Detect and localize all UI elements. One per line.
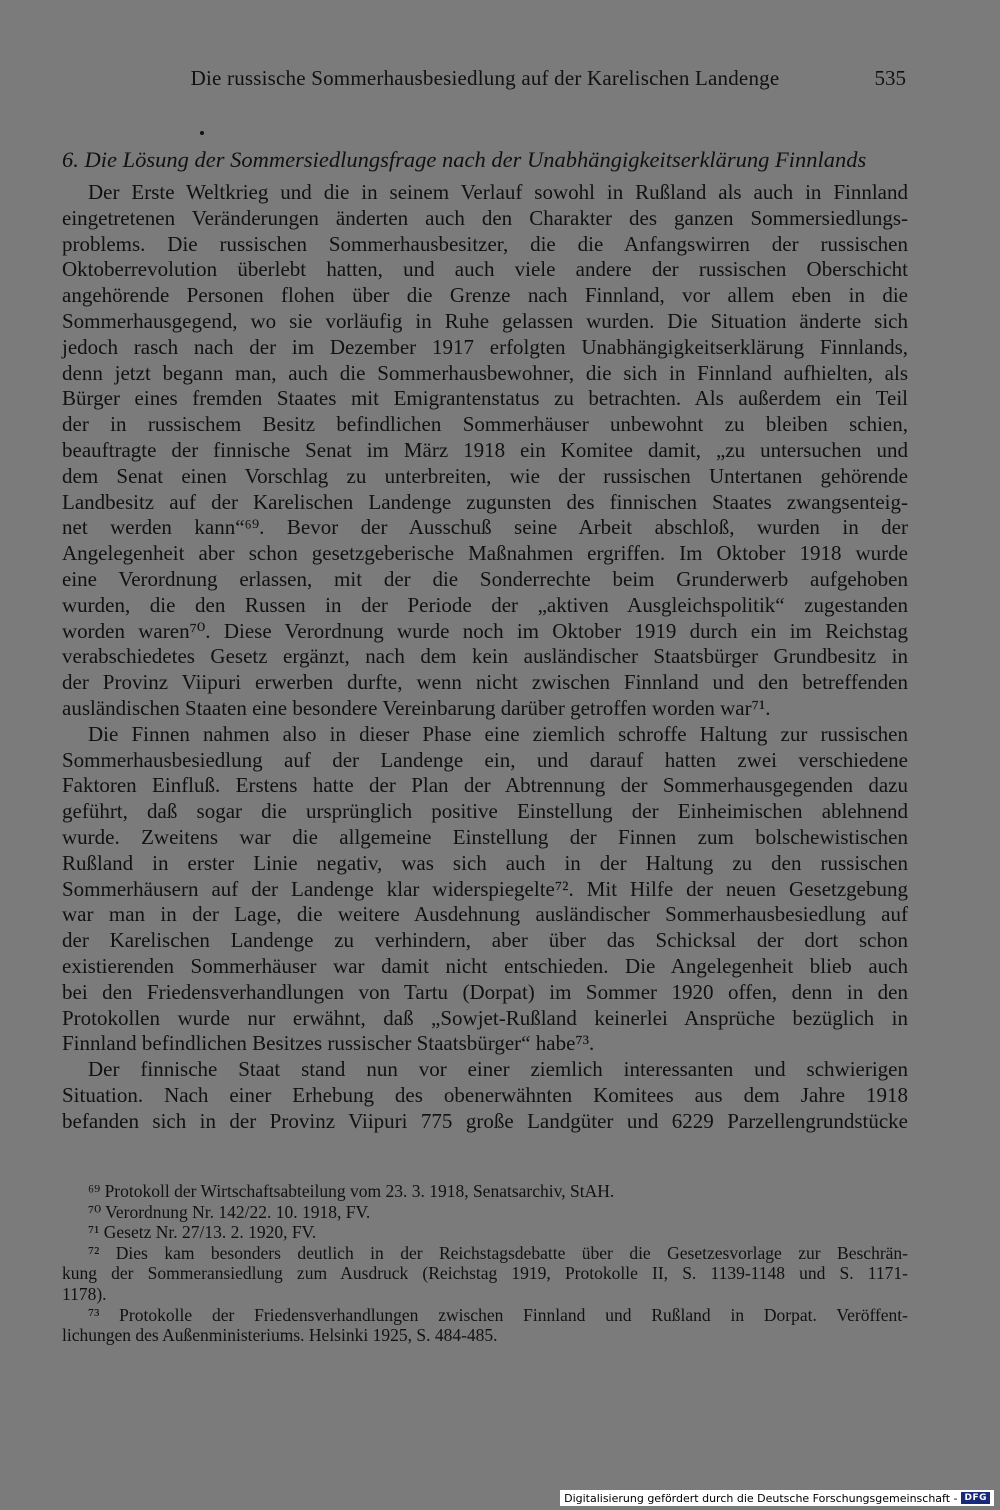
- body-line: Finnland befindlichen Besitzes russischer Staatsbürger“ habe⁷³.: [62, 1031, 595, 1056]
- body-line: existierenden Sommerhäuser war damit nicht entschieden. Die Angelegenheit blieb auch: [62, 953, 908, 978]
- body-line: beauftragte der finnische Senat im März 1918 ein Komitee damit, „zu untersuchen und: [62, 437, 908, 462]
- body-line: problems. Die russischen Sommerhausbesitzer, die die Anfangswirren der russischen: [62, 231, 908, 256]
- body-text: [62, 180, 908, 1134]
- body-line: Rußland in erster Linie negativ, was sich auch in der Haltung zu den russischen: [62, 850, 908, 875]
- body-line: befanden sich in der Provinz Viipuri 775 große Landgüter und 6229 Parzellengrundstücke: [62, 1108, 908, 1133]
- body-line: Sommerhausbesiedlung auf der Landenge ein, und darauf hatten zwei verschiedene: [62, 747, 908, 772]
- footnote-line: ⁷³ Protokolle der Friedensverhandlungen zwischen Finnland und Rußland in Dorpat. Veröffent-: [88, 1304, 908, 1325]
- dfg-logo: DFG: [961, 1492, 990, 1504]
- running-title: Die russische Sommerhausbesiedlung auf der Karelischen Landenge: [190, 66, 780, 90]
- footnote-line: ⁷² Dies kam besonders deutlich in der Reichstagsdebatte über die Gesetzesvorlage zur Beschrän-: [88, 1242, 908, 1263]
- body-line: der Provinz Viipuri erwerben durfte, wenn nicht zwischen Finnland und den betreffenden: [62, 670, 908, 695]
- body-line: verabschiedetes Gesetz ergänzt, nach dem kein ausländischer Staatsbürger Grundbesitz in: [62, 644, 908, 669]
- section-heading: 6. Die Lösung der Sommersiedlungsfrage nach der Unabhängigkeitserklärung Finnlands: [62, 147, 867, 172]
- body-line: der Karelischen Landenge zu verhindern, aber über das Schicksal der dort schon: [62, 928, 908, 953]
- body-line: Landbesitz auf der Karelischen Landenge zugunsten des finnischen Staates zwangsenteig-: [62, 489, 908, 514]
- body-line: Die Finnen nahmen also in dieser Phase eine ziemlich schroffe Haltung zur russischen: [88, 721, 908, 746]
- body-line: Sommerhäusern auf der Landenge klar widerspiegelte⁷². Mit Hilfe der neuen Gesetzgebung: [62, 876, 908, 901]
- body-line: Sommerhausgegend, wo sie vorläufig in Ruhe gelassen wurden. Die Situation änderte sich: [62, 308, 908, 333]
- body-line: eingetretenen Veränderungen änderten auch den Charakter des ganzen Sommersiedlungs-: [62, 205, 908, 230]
- body-line: Faktoren Einfluß. Erstens hatte der Plan der Abtrennung der Sommerhausgegenden dazu: [62, 773, 908, 798]
- credit-text: Digitalisierung gefördert durch die Deutsche Forschungsgemeinschaft -: [564, 1491, 958, 1505]
- footnotes: [62, 1181, 908, 1346]
- body-line: der in russischem Besitz befindlichen Sommerhäuser unbewohnt zu bleiben schien,: [62, 412, 908, 437]
- body-line: Der Erste Weltkrieg und die in seinem Verlauf sowohl in Rußland als auch in Finnland: [88, 180, 908, 204]
- body-line: ausländischen Staaten eine besondere Vereinbarung darüber getroffen worden war⁷¹.: [62, 695, 771, 720]
- footnote-line: kung der Sommeransiedlung zum Ausdruck (Reichstag 1919, Protokolle II, S. 1139-1148 und S. 1171-: [62, 1263, 908, 1284]
- footnote-line: ⁶⁹ Protokoll der Wirtschaftsabteilung vom 23. 3. 1918, Senatsarchiv, StAH.: [88, 1181, 615, 1201]
- digitization-credit: [560, 1490, 994, 1506]
- page-number: 535: [874, 66, 906, 90]
- body-line: bei den Friedensverhandlungen von Tartu (Dorpat) im Sommer 1920 offen, denn in den: [62, 979, 908, 1004]
- body-line: geführt, daß sogar die ursprünglich positive Einstellung der Einheimischen ablehnend: [62, 799, 908, 824]
- body-line: eine Verordnung erlassen, mit der die Sonderrechte beim Grunderwerb aufgehoben: [62, 566, 908, 591]
- body-line: Der finnische Staat stand nun vor einer ziemlich interessanten und schwierigen: [88, 1057, 908, 1082]
- footnote-line: ⁷¹ Gesetz Nr. 27/13. 2. 1920, FV.: [88, 1222, 317, 1243]
- body-line: Protokollen wurde nur erwähnt, daß „Sowjet-Rußland keinerlei Ansprüche bezüglich in: [62, 1005, 908, 1030]
- body-line: wurde. Zweitens war die allgemeine Einstellung der Finnen zum bolschewistischen: [62, 824, 908, 849]
- body-line: dem Senat einen Vorschlag zu unterbreiten, wie der russischen Untertanen gehörende: [62, 463, 908, 488]
- running-head: [62, 66, 908, 96]
- body-line: net werden kann“⁶⁹. Bevor der Ausschuß seine Arbeit abschloß, wurden in der: [62, 515, 908, 540]
- body-line: Bürger eines fremden Staates mit Emigrantenstatus zu betrachten. Als außerdem ein Teil: [62, 386, 908, 411]
- body-line: jedoch rasch nach der im Dezember 1917 erfolgten Unabhängigkeitserklärung Finnlands,: [62, 334, 908, 359]
- body-line: Situation. Nach einer Erhebung des obenerwähnten Komitees aus dem Jahre 1918: [62, 1082, 908, 1107]
- footnote-line: 1178).: [62, 1283, 107, 1304]
- body-line: wurden, die den Russen in der Periode der „aktiven Ausgleichspolitik“ zugestanden: [62, 592, 908, 617]
- speck-mark: [200, 131, 204, 135]
- body-line: Oktoberrevolution überlebt hatten, und auch viele andere der russischen Oberschicht: [62, 257, 908, 282]
- body-line: denn jetzt begann man, auch die Sommerhausbewohner, die sich in Finnland aufhielten, als: [62, 360, 908, 385]
- body-line: angehörende Personen flohen über die Grenze nach Finnland, vor allem eben in die: [62, 283, 908, 308]
- body-line: war man in der Lage, die weitere Ausdehnung ausländischer Sommerhausbesiedlung auf: [62, 902, 908, 927]
- footnote-line: ⁷⁰ Verordnung Nr. 142/22. 10. 1918, FV.: [88, 1201, 371, 1222]
- footnote-line: lichungen des Außenministeriums. Helsinki 1925, S. 484-485.: [62, 1325, 498, 1346]
- body-line: worden waren⁷⁰. Diese Verordnung wurde noch im Oktober 1919 durch ein im Reichstag: [62, 618, 908, 643]
- body-line: Angelegenheit aber schon gesetzgeberische Maßnahmen ergriffen. Im Oktober 1918 wurde: [62, 541, 908, 566]
